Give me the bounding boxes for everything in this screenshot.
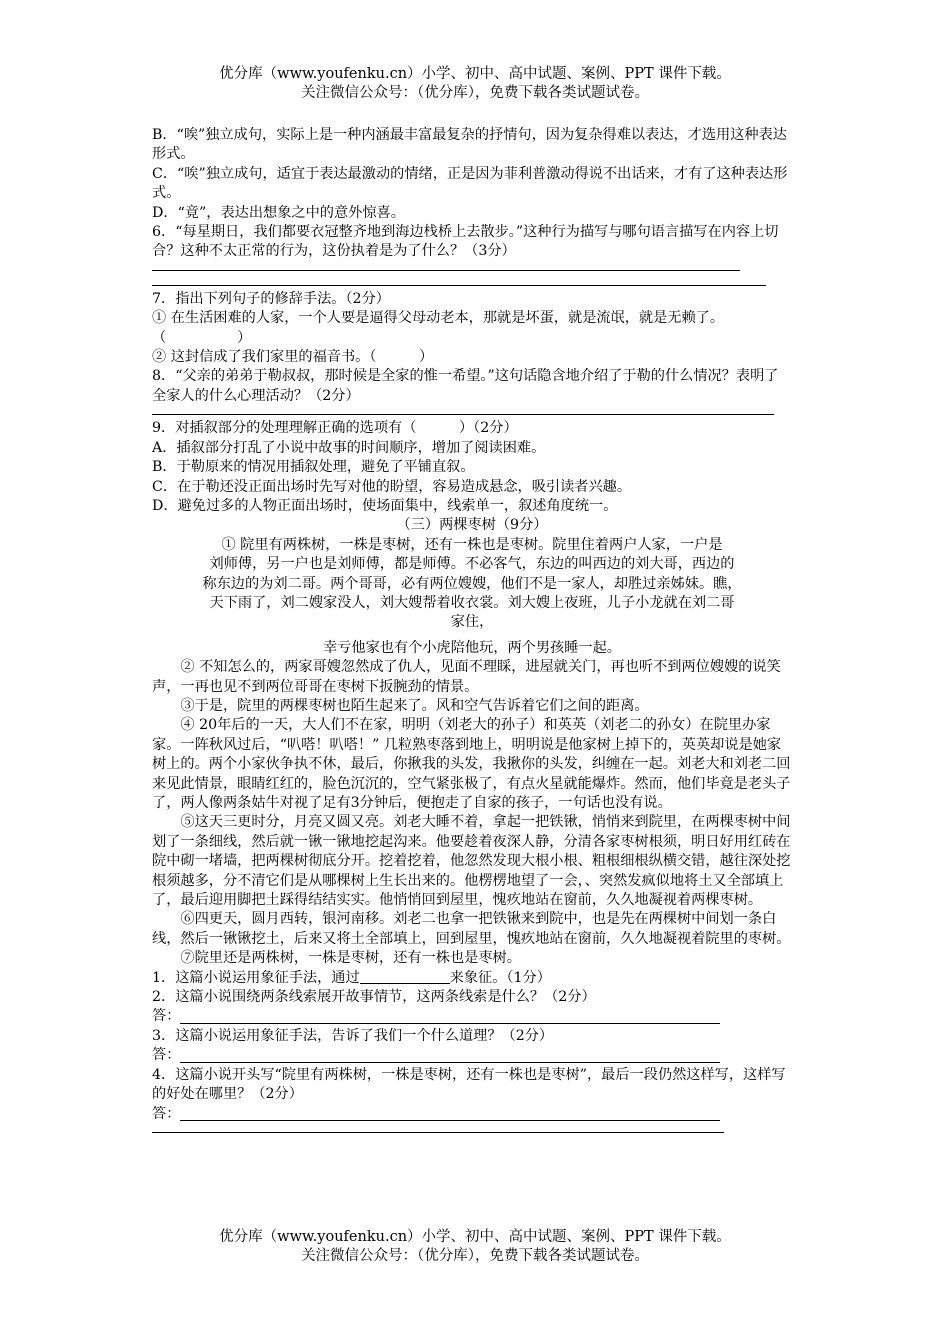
story-question-3: 3．这篇小说运用象征手法，告诉了我们一个什么道理？（2分） xyxy=(152,1027,554,1044)
story-question-1 xyxy=(152,969,792,988)
question-text: 来象征。（1分） xyxy=(449,969,551,986)
question-text: 1．这篇小说运用象征手法，通过 xyxy=(152,969,360,986)
answer-line xyxy=(152,285,766,286)
answer-row xyxy=(152,1007,792,1026)
question-8: 8．“父亲的弟弟于勒叔叔，那时候是全家的惟一希望。”这句话隐含地介绍了于勒的什么情况？表明了全家人的什么心理活动？（2分） xyxy=(152,368,779,404)
story-question-4: 4．这篇小说开头写“院里有两株树，一株是枣树，还有一株也是枣树”，最后一段仍然这样写，这样写的好处在哪里？（2分） xyxy=(152,1066,786,1103)
q5-option-c: C．“唉”独立成句，适宜于表达最激动的情绪，正是因为菲利普激动得说不出话来，才有了这种表达形式。 xyxy=(152,165,788,202)
story-paragraph-6: ⑥四更天，圆月西转，银河南移。刘老二也拿一把铁锹来到院中，也是先在两棵树中间划一条白线，然后一锹锹挖土，后来又将土全部填上，回到屋里，愧疚地站在窗前，久久地凝视着院里的枣树。 xyxy=(152,911,791,947)
question-9: 9．对插叙部分的处理理解正确的选项有（ ）（2分） xyxy=(152,420,518,437)
story-line: 天下雨了，刘二嫂家没人，刘大嫂帮着收衣裳。刘大嫂上夜班，儿子小龙就在刘二哥 xyxy=(209,594,735,611)
story-line: 刘师傅，另一户也是刘师傅，都是师傅。不必客气，东边的叫西边的刘大哥，西边的 xyxy=(209,556,735,573)
header-line-2: 关注微信公众号：（优分库），免费下载各类试题试卷。 xyxy=(301,85,649,101)
answer-label: 答： xyxy=(152,1105,181,1122)
document-body xyxy=(152,126,792,1133)
answer-row xyxy=(152,1046,792,1065)
story-line: 幸亏他家也有个小虎陪他玩，两个男孩睡一起。 xyxy=(323,639,621,656)
story-line: 家住， xyxy=(450,614,494,631)
page-header xyxy=(0,65,950,103)
q9-option-b: B．于勒原来的情况用插叙处理，避免了平铺直叙。 xyxy=(152,459,475,476)
question-7: 7．指出下列句子的修辞手法。（2分） xyxy=(152,290,390,307)
q9-option-d: D．避免过多的人物正面出场时，使场面集中，线索单一，叙述角度统一。 xyxy=(152,497,618,514)
answer-line[interactable] xyxy=(152,1132,724,1133)
question-7-item-2: ② 这封信成了我们家里的福音书。（ ） xyxy=(152,349,434,366)
header-line-1: 优分库（www.youfenku.cn）小学、初中、高中试题、案例、PPT 课件下载。 xyxy=(219,66,731,82)
story-paragraph-4: ④ 20年后的一天，大人们不在家，明明（刘老大的孙子）和英英（刘老二的孙女）在院里办家家。一阵秋风过后，“叭嗒！叭嗒！” 几粒熟枣落到地上，明明说是他家树上掉下的，英英却说是她家树上的。两个小家伙争执不休，最后，你揪我的头发，我揪你的头发，纠缠在一起。刘老大和刘老二回来见此情景，眼睛红红的，脸色沉沉的，空气紧张极了，有点火星就能爆炸。然而，他们毕竟是老头子了，两人像两条姑牛对视了足有3分钟后，便抱走了自家的孩子，一句话也没有说。 xyxy=(152,717,791,811)
answer-row xyxy=(152,1105,792,1124)
answer-field[interactable] xyxy=(180,1009,720,1024)
question-7-item-1: ① 在生活困难的人家，一个人要是逼得父母动老本，那就是坏蛋，就是流氓，就是无赖了。（ ） xyxy=(152,310,725,346)
answer-label: 答： xyxy=(152,1008,181,1025)
q9-option-c: C．在于勒还没正面出场时先写对他的盼望，容易造成悬念，吸引读者兴趣。 xyxy=(152,478,632,495)
answer-field[interactable] xyxy=(180,1048,720,1063)
story-paragraph-2: ② 不知怎么的，两家哥嫂忽然成了仇人，见面不理睬，进屋就关门，再也听不到两位嫂嫂的说笑声，一再也见不到两位哥哥在枣树下扳腕劲的情景。 xyxy=(152,659,781,695)
section-title: （三）两棵枣树（9分） xyxy=(396,517,548,534)
footer-line-2: 关注微信公众号：（优分库），免费下载各类试题试卷。 xyxy=(301,1248,649,1264)
story-paragraph-7: ⑦院里还是两株树，一株是枣树，还有一株也是枣树。 xyxy=(180,950,521,967)
q5-option-d: D．“竟”，表达出想象之中的意外惊喜。 xyxy=(152,204,405,221)
q5-option-b: B．“唉”独立成句，实际上是一种内涵最丰富最复杂的抒情句，因为复杂得难以表达，才选用这种表达形式。 xyxy=(152,127,787,163)
fill-blank[interactable] xyxy=(360,969,450,984)
story-paragraph-1 xyxy=(152,536,792,658)
answer-line xyxy=(152,414,774,415)
question-6: 6．“每星期日，我们都要衣冠整齐地到海边栈桥上去散步。”这种行为描写与哪句语言描写在内容上切合？这种不太正常的行为，这份执着是为了什么？（3分） xyxy=(152,224,779,260)
answer-field[interactable] xyxy=(180,1106,720,1121)
answer-label: 答： xyxy=(152,1047,181,1064)
story-paragraph-3: ③于是，院里的两棵枣树也陌生起来了。风和空气告诉着它们之间的距离。 xyxy=(180,697,649,714)
page-footer xyxy=(0,1228,950,1266)
story-question-2: 2．这篇小说围绕两条线索展开故事情节，这两条线索是什么？（2分） xyxy=(152,989,596,1006)
q9-option-a: A．插叙部分打乱了小说中故事的时间顺序，增加了阅读困难。 xyxy=(152,439,546,456)
footer-line-1: 优分库（www.youfenku.cn）小学、初中、高中试题、案例、PPT 课件下载。 xyxy=(219,1229,731,1245)
answer-line xyxy=(152,270,740,271)
story-line: ① 院里有两株树，一株是枣树，还有一株也是枣树。院里住着两户人家，一户是 xyxy=(221,536,723,553)
story-paragraph-5: ⑤这天三更时分，月亮又圆又亮。刘老大睡不着，拿起一把铁锹，悄悄来到院里，在两棵枣树中间划了一条细线，然后就一锹一锹地挖起沟来。他要趁着夜深人静，分清各家枣树根须，明日好用红砖在院中砌一堵墙，把两棵树彻底分开。挖着挖着，他忽然发现大根小根、粗根细根纵横交错，越往深处挖根须越多，分不清它们是从哪棵树上生长出来的。他楞楞地望了一会，、突然发疯似地将土又全部填上了，最后迎用脚把土踩得结结实实。他悄悄回到屋里，愧疚地站在窗前，久久地凝视着两棵枣树。 xyxy=(152,814,791,909)
story-line: 称东边的为刘二哥。两个哥哥，必有两位嫂嫂，他们不是一家人，却胜过亲姊妹。瞧， xyxy=(202,575,742,592)
